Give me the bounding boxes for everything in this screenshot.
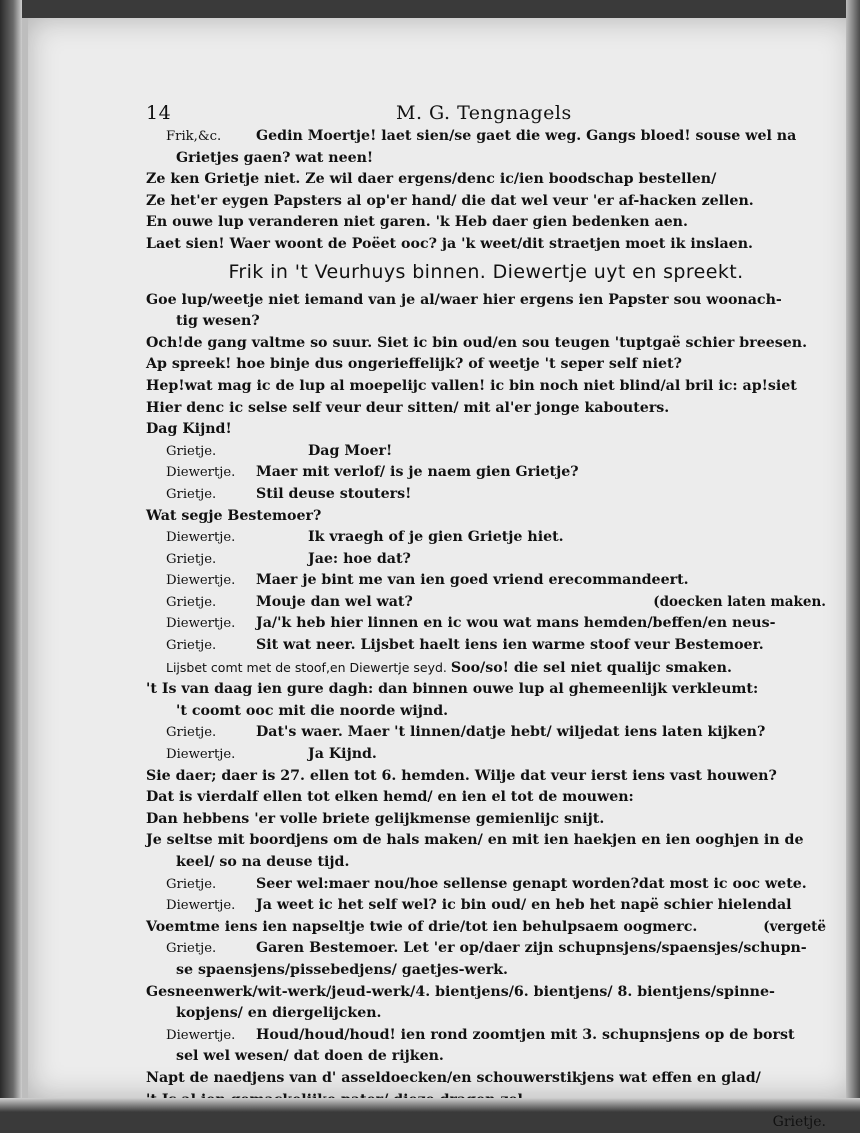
speaker-name: Grietje. [146, 484, 256, 506]
line-text: Ze ken Grietje niet. Ze wil daer ergens/denc ic/ien boodschap bestellen/ [146, 171, 716, 187]
line-text: En ouwe lup veranderen niet garen. 'k Heb daer gien bedenken aen. [146, 214, 688, 230]
speaker-name: Grietje. [146, 441, 256, 463]
text-line [146, 234, 826, 256]
line-text: 't Is van daag ien gure dagh: dan binnen ouwe lup al ghemeenlijk verkleumt: [146, 681, 758, 697]
line-text: Seer wel:maer nou/hoe sellense genapt worden?dat most ic ooc wete. [256, 876, 807, 892]
speaker-name: Grietje. [146, 874, 256, 896]
text-line [146, 613, 826, 635]
text-line [146, 1003, 826, 1025]
text-line [146, 657, 826, 680]
line-text: Soo/so! die sel niet qualijc smaken. [451, 660, 732, 676]
text-line [146, 895, 826, 917]
text-line [146, 701, 826, 723]
text-line [146, 830, 826, 852]
line-text: Je seltse mit boordjens om de hals maken/ en mit ien haekjen en ien ooghjen in de [146, 832, 804, 848]
page-text-block [146, 102, 826, 1133]
line-text: tig wesen? [176, 313, 260, 329]
line-text: Och!de gang valtme so suur. Siet ic bin oud/en sou teugen 'tuptgaë schier breesen. [146, 335, 807, 351]
line-text: Wat segje Bestemoer? [146, 508, 321, 524]
text-line [146, 787, 826, 809]
text-line [146, 722, 826, 744]
text-line [146, 960, 826, 982]
speaker-name: Diewertje. [146, 527, 256, 549]
book-page [22, 18, 854, 1098]
text-line [146, 635, 826, 657]
text-line [146, 982, 826, 1004]
text-line [146, 354, 826, 376]
line-text: Grietjes gaen? wat neen! [176, 150, 373, 166]
text-line [146, 852, 826, 874]
text-line [146, 126, 826, 148]
line-text: Garen Bestemoer. Let 'er op/daer zijn schupnsjens/spaensjes/schupn- [256, 940, 807, 956]
text-line [146, 527, 826, 549]
running-title: M. G. Tengnagels [396, 102, 826, 124]
line-text: Maer je bint me van ien goed vriend erecommandeert. [256, 572, 689, 588]
text-line [146, 484, 826, 506]
line-text: Houd/houd/houd! ien rond zoomtjen mit 3. schupnsjens op de borst [256, 1027, 795, 1043]
page-edge-bottom [0, 1098, 860, 1112]
text-line [146, 441, 826, 463]
text-body [146, 126, 826, 1111]
text-line [146, 570, 826, 592]
speaker-name: Grietje. [146, 722, 256, 744]
text-line [146, 212, 826, 234]
text-line [146, 766, 826, 788]
speaker-name: Diewertje. [146, 744, 256, 766]
line-continuation: (vergetë [763, 917, 826, 939]
line-text: Gedin Moertje! laet sien/se gaet die weg. Gangs bloed! souse wel na [256, 128, 796, 144]
line-text: sel wel wesen/ dat doen de rijken. [176, 1048, 444, 1064]
text-line [146, 809, 826, 831]
text-line [146, 191, 826, 213]
line-text: Stil deuse stouters! [256, 486, 411, 502]
text-line [146, 290, 826, 312]
text-line [146, 592, 826, 614]
page-number: 14 [146, 102, 396, 124]
speaker-name: Grietje. [146, 549, 256, 571]
text-line [146, 311, 826, 333]
text-line [146, 169, 826, 191]
line-text: Dan hebbens 'er volle briete gelijkmense gemienlijc snijt. [146, 811, 604, 827]
line-text: Jae: hoe dat? [308, 551, 411, 567]
line-continuation: (doecken laten maken. [653, 592, 826, 614]
line-text: Ze het'er eygen Papsters al op'er hand/ die dat wel veur 'er af-hacken zellen. [146, 193, 754, 209]
line-text: Sit wat neer. Lijsbet haelt iens ien warme stoof veur Bestemoer. [256, 637, 764, 653]
stage-direction-inline: Lijsbet comt met de stoof,en Diewertje seyd. [146, 660, 451, 675]
text-line [146, 376, 826, 398]
line-text: Gesneenwerk/wit-werk/jeud-werk/4. bientjens/6. bientjens/ 8. bientjens/spinne- [146, 984, 775, 1000]
text-line [146, 462, 826, 484]
line-text: Napt de naedjens van d' asseldoecken/en schouwerstikjens wat effen en glad/ [146, 1070, 761, 1086]
line-text: Voemtme iens ien napseltje twie of drie/tot ien behulpsaem oogmerc. [146, 919, 697, 935]
line-text: kopjens/ en diergelijcken. [176, 1005, 382, 1021]
speaker-name: Diewertje. [146, 570, 256, 592]
text-line [146, 333, 826, 355]
speaker-name: Diewertje. [146, 613, 256, 635]
line-text: Goe lup/weetje niet iemand van je al/waer hier ergens ien Papster sou woonach- [146, 292, 782, 308]
text-line [146, 506, 826, 528]
text-line [146, 1025, 826, 1047]
text-line [146, 679, 826, 701]
line-text: Dat's waer. Maer 't linnen/datje hebt/ wiljedat iens laten kijken? [256, 724, 765, 740]
line-text: 't coomt ooc mit die noorde wijnd. [176, 703, 448, 719]
line-text: Dag Moer! [308, 443, 392, 459]
page-header [146, 102, 826, 124]
line-text: se spaensjens/pissebedjens/ gaetjes-werk. [176, 962, 508, 978]
book-spine-shadow [0, 0, 22, 1112]
speaker-name: Frik,&c. [146, 126, 256, 148]
text-line [146, 419, 826, 441]
stage-direction: Frik in 't Veurhuys binnen. Diewertje uyt en spreekt. [146, 258, 826, 286]
speaker-name: Diewertje. [146, 895, 256, 917]
text-line [146, 917, 826, 939]
text-line [146, 1046, 826, 1068]
text-line [146, 398, 826, 420]
line-text: Ja weet ic het self wel? ic bin oud/ en heb het napë schier hielendal [256, 897, 792, 913]
text-line [146, 874, 826, 896]
speaker-name: Grietje. [146, 635, 256, 657]
line-text: Hep!wat mag ic de lup al moepelijc vallen! ic bin noch niet blind/al bril ic: ap!siet [146, 378, 797, 394]
line-text: 't Is al ien gemackelijke pater/ dieze dragen zel. [146, 1092, 528, 1108]
speaker-name: Grietje. [146, 592, 256, 614]
text-line [146, 549, 826, 571]
line-text: keel/ so na deuse tijd. [176, 854, 349, 870]
text-line [146, 1068, 826, 1090]
line-text: Laet sien! Waer woont de Poëet ooc? ja 'k weet/dit straetjen moet ik inslaen. [146, 236, 753, 252]
text-line [146, 938, 826, 960]
text-line [146, 148, 826, 170]
line-text: Mouje dan wel wat? [256, 594, 413, 610]
line-text: Dat is vierdalf ellen tot elken hemd/ en ien el tot de mouwen: [146, 789, 634, 805]
line-text: Ja/'k heb hier linnen en ic wou wat mans hemden/beffen/en neus- [256, 615, 776, 631]
text-line [146, 744, 826, 766]
page-edge-right [846, 0, 860, 1112]
line-text: Maer mit verlof/ is je naem gien Grietje? [256, 464, 579, 480]
line-text: Hier denc ic selse self veur deur sitten/ mit al'er jonge kabouters. [146, 400, 669, 416]
line-text: Ik vraegh of je gien Grietje hiet. [308, 529, 564, 545]
line-text: Ap spreek! hoe binje dus ongerieffelijk? of weetje 't seper self niet? [146, 356, 682, 372]
speaker-name: Diewertje. [146, 1025, 256, 1047]
line-text: Sie daer; daer is 27. ellen tot 6. hemden. Wilje dat veur ierst iens vast houwen? [146, 768, 777, 784]
catchword [146, 1111, 826, 1133]
line-text: Dag Kijnd! [146, 421, 232, 437]
speaker-name: Diewertje. [146, 462, 256, 484]
speaker-name: Grietje. [146, 938, 256, 960]
line-text: Ja Kijnd. [308, 746, 377, 762]
